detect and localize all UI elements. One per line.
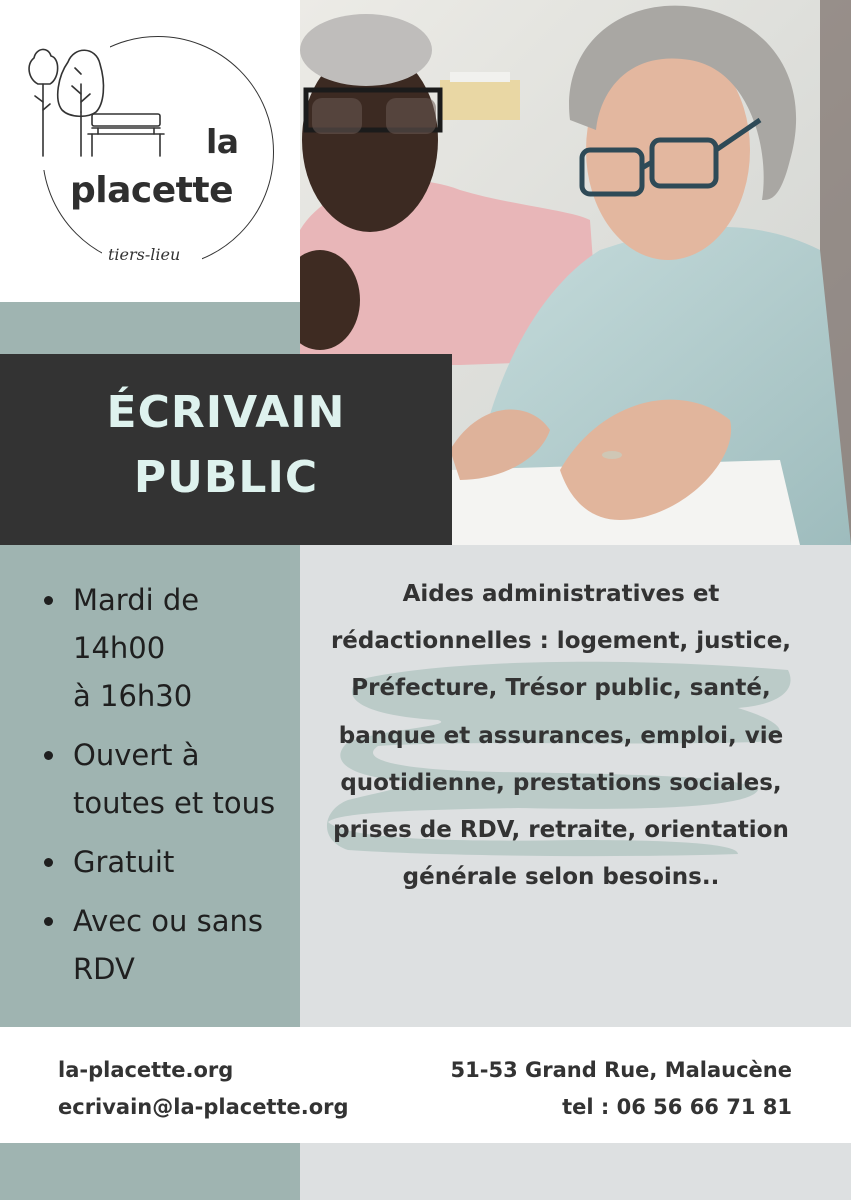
trees-and-bench-icon <box>26 44 176 164</box>
page-title-line-1: ÉCRIVAIN <box>106 387 346 438</box>
logo-word-placette: placette <box>70 170 233 211</box>
info-schedule: Mardi de 14h00 à 16h30 <box>73 583 200 713</box>
page-title-line-2: PUBLIC <box>133 452 319 503</box>
logo-tagline: tiers-lieu <box>108 245 181 264</box>
phone-text: tel : 06 56 66 71 81 <box>562 1095 792 1119</box>
logo-word-la: la <box>206 122 239 161</box>
teal-band-bottom <box>0 1143 300 1200</box>
bullet-icon <box>44 917 53 926</box>
list-item <box>44 731 300 827</box>
info-appointment: Avec ou sans RDV <box>73 904 264 986</box>
email-link[interactable]: ecrivain@la-placette.org <box>58 1095 349 1119</box>
info-open-to-all: Ouvert à toutes et tous <box>73 738 276 820</box>
list-item <box>44 897 300 993</box>
list-item <box>44 576 300 720</box>
teal-band-top <box>0 302 300 354</box>
info-free: Gratuit <box>73 845 175 879</box>
list-item <box>44 838 300 886</box>
website-link[interactable]: la-placette.org <box>58 1058 234 1082</box>
gray-band-bottom <box>300 1143 851 1200</box>
info-list <box>44 576 300 1004</box>
services-description: Aides administratives et rédactionnelles : logement, justice, Préfecture, Trésor public, santé, banque et assurances, emploi, vie quotidienne, prestations sociales, prises de RDV, retraite, orientation générale selon besoins.. <box>330 581 792 891</box>
bullet-icon <box>44 858 53 867</box>
bullet-icon <box>44 596 53 605</box>
address-text: 51-53 Grand Rue, Malaucène <box>450 1058 792 1082</box>
bullet-icon <box>44 751 53 760</box>
title-panel <box>0 354 452 545</box>
